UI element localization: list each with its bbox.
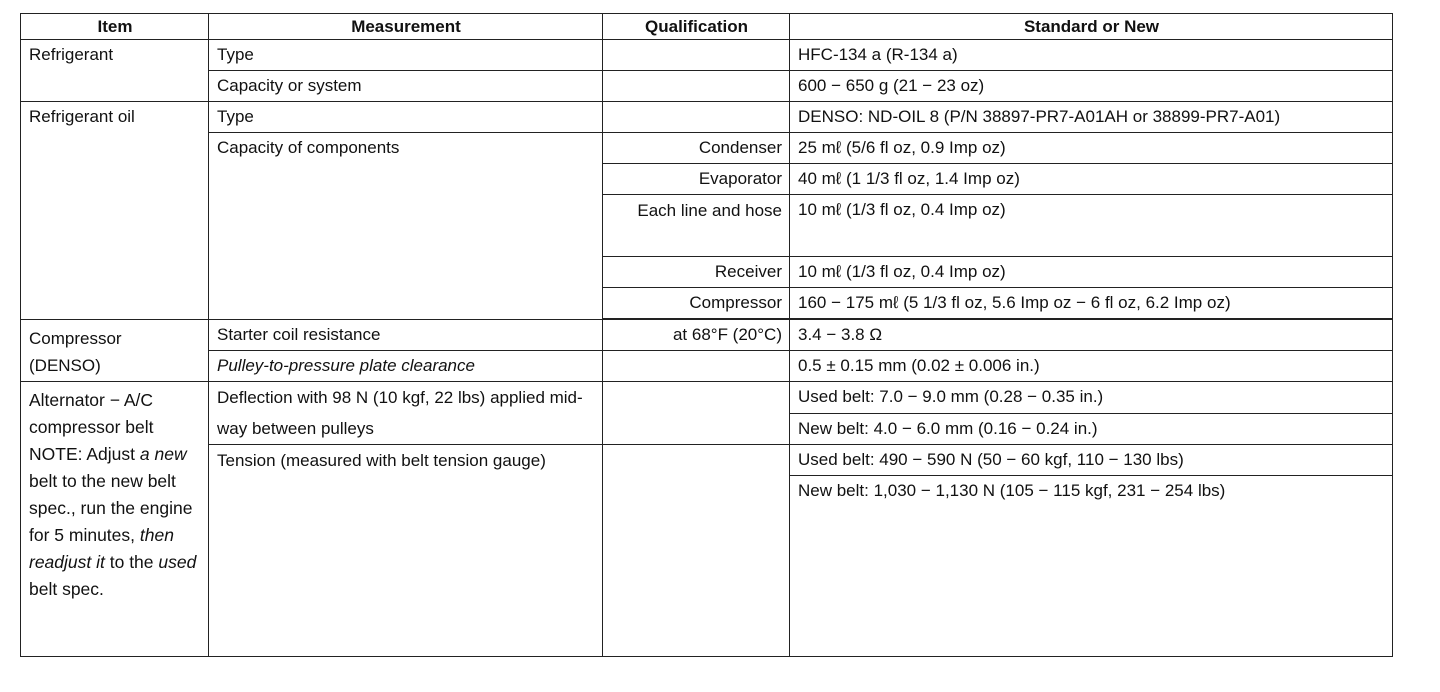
belt-note-then: then readjust it	[29, 525, 174, 572]
tension-used-value: Used belt: 490 − 590 N (50 − 60 kgf, 110 − 130 lbs)	[790, 445, 1393, 476]
qual-compressor: Compressor	[603, 288, 790, 319]
qualification-cell	[603, 71, 790, 102]
refrigerant-capacity-label: Capacity or system	[209, 71, 603, 102]
refrigerant-type-label: Type	[209, 40, 603, 71]
value-each-line: 10 mℓ (1/3 fl oz, 0.4 Imp oz)	[790, 195, 1393, 257]
item-refrigerant: Refrigerant	[21, 40, 209, 102]
belt-note-new: new	[154, 444, 187, 464]
qual-each-line-text: Each line and hose	[637, 201, 782, 220]
refrigerant-type-value: HFC-134 a (R-134 a)	[790, 40, 1393, 71]
value-compressor: 160 − 175 mℓ (5 1/3 fl oz, 5.6 Imp oz − 6 fl oz, 6.2 Imp oz)	[790, 288, 1393, 319]
plate-clearance-value: 0.5 ± 0.15 mm (0.02 ± 0.006 in.)	[790, 351, 1393, 382]
tension-label: Tension (measured with belt tension gauge)	[209, 445, 603, 657]
qual-each-line	[603, 195, 790, 257]
header-measurement: Measurement	[209, 14, 603, 40]
belt-note-used: used	[158, 552, 197, 572]
item-refrigerant-oil: Refrigerant oil	[21, 102, 209, 320]
header-qualification: Qualification	[603, 14, 790, 40]
qual-condenser: Condenser	[603, 133, 790, 164]
qualification-cell	[603, 40, 790, 71]
coil-resistance-qual: at 68°F (20°C)	[603, 320, 790, 351]
item-compressor: Compressor (DENSO)	[21, 320, 209, 382]
item-alternator-belt	[21, 382, 209, 657]
header-item: Item	[21, 14, 209, 40]
table-row	[21, 382, 1393, 414]
header-standard: Standard or New	[790, 14, 1393, 40]
value-condenser: 25 mℓ (5/6 fl oz, 0.9 Imp oz)	[790, 133, 1393, 164]
deflection-used-value: Used belt: 7.0 − 9.0 mm (0.28 − 0.35 in.)	[790, 382, 1393, 414]
belt-note-prefix: NOTE: Adjust	[29, 444, 140, 464]
value-evaporator: 40 mℓ (1 1/3 fl oz, 1.4 Imp oz)	[790, 164, 1393, 195]
belt-note-mid: belt to the new belt spec., run the engine for 5 minutes,	[29, 471, 193, 545]
table-row	[21, 351, 1393, 382]
oil-type-label: Type	[209, 102, 603, 133]
table-row	[21, 445, 1393, 476]
ac-specification-table	[20, 13, 1393, 657]
table-row	[21, 320, 1393, 351]
belt-note-to: to the	[104, 552, 159, 572]
belt-note-end: belt spec.	[29, 579, 104, 599]
qual-evaporator: Evaporator	[603, 164, 790, 195]
tension-new-value: New belt: 1,030 − 1,130 N (105 − 115 kgf, 231 − 254 lbs)	[790, 476, 1393, 657]
qual-receiver: Receiver	[603, 257, 790, 288]
qualification-cell	[603, 445, 790, 657]
table-row	[21, 133, 1393, 164]
oil-capacity-label: Capacity of components	[209, 133, 603, 320]
oil-type-value: DENSO: ND-OIL 8 (P/N 38897-PR7-A01AH or 38899-PR7-A01)	[790, 102, 1393, 133]
header-row	[21, 14, 1393, 40]
deflection-new-value: New belt: 4.0 − 6.0 mm (0.16 − 0.24 in.)	[790, 413, 1393, 445]
value-receiver: 10 mℓ (1/3 fl oz, 0.4 Imp oz)	[790, 257, 1393, 288]
plate-clearance-label: Pulley-to-pressure plate clearance	[209, 351, 603, 382]
coil-resistance-value: 3.4 − 3.8 Ω	[790, 320, 1393, 351]
table-row	[21, 102, 1393, 133]
deflection-label: Deflection with 98 N (10 kgf, 22 lbs) applied mid-way between pulleys	[209, 382, 603, 445]
table-row	[21, 40, 1393, 71]
table-row	[21, 71, 1393, 102]
refrigerant-capacity-value: 600 − 650 g (21 − 23 oz)	[790, 71, 1393, 102]
belt-note-a: a	[139, 444, 150, 464]
belt-item-title: Alternator − A/C compressor belt	[29, 390, 154, 437]
qualification-cell	[603, 382, 790, 445]
qualification-cell	[603, 102, 790, 133]
coil-resistance-label: Starter coil resistance	[209, 320, 603, 351]
qualification-cell	[603, 351, 790, 382]
